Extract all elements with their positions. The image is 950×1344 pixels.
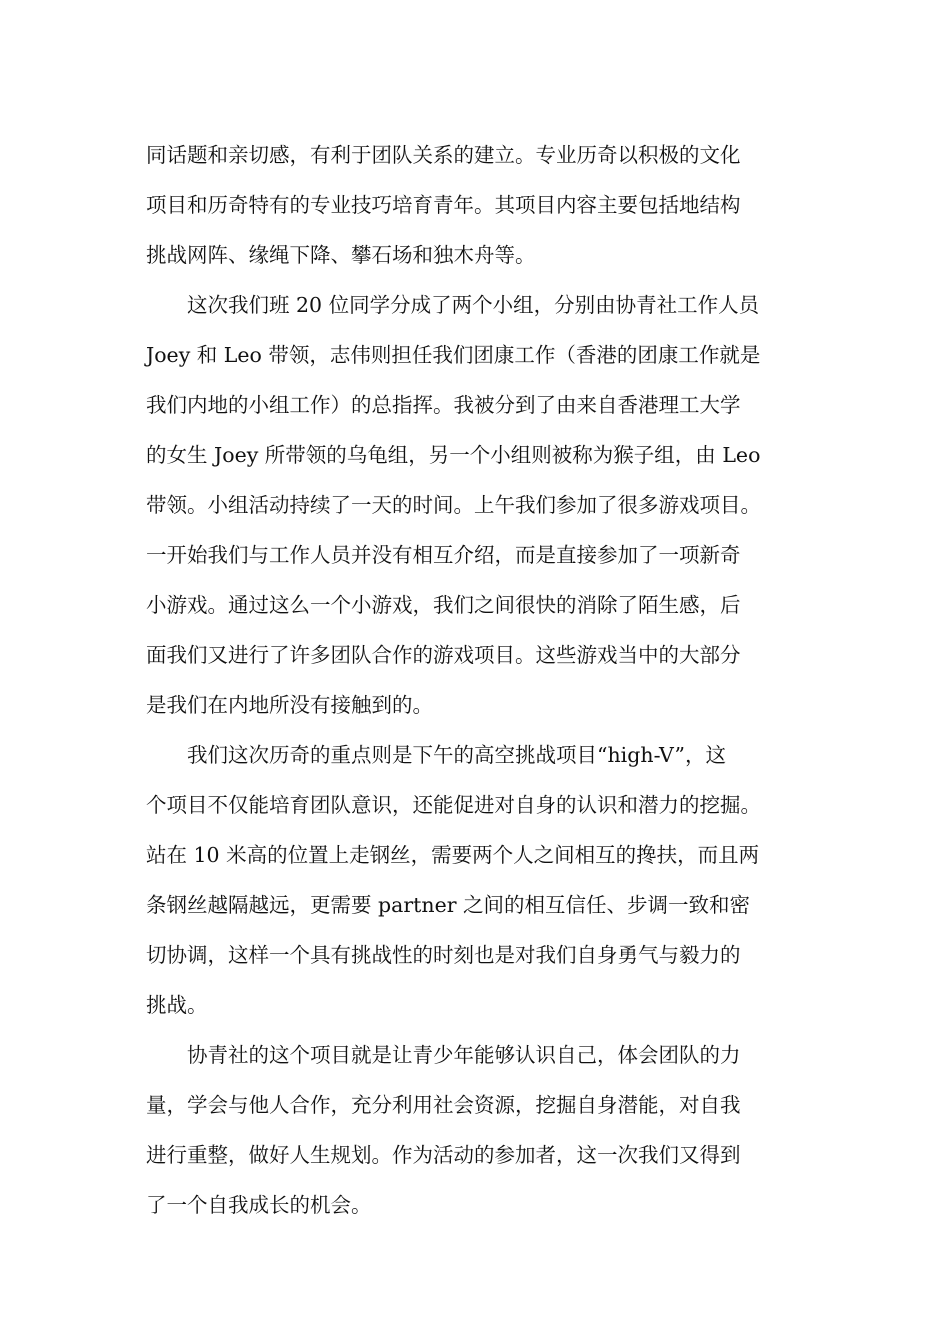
paragraph-4 — [146, 1030, 846, 1230]
document-body — [146, 130, 846, 1230]
text-line: 带领。小组活动持续了一天的时间。上午我们参加了很多游戏项目。 — [146, 493, 761, 517]
text-line: 同话题和亲切感，有利于团队关系的建立。专业历奇以积极的文化 — [146, 143, 741, 167]
paragraph-1 — [146, 130, 846, 280]
text-line: 站在 10 米高的位置上走钢丝，需要两个人之间相互的搀扶，而且两 — [146, 843, 760, 867]
text-line: 挑战。 — [146, 993, 208, 1017]
text-line: 小游戏。通过这么一个小游戏，我们之间很快的消除了陌生感，后 — [146, 593, 741, 617]
text-line: 协青社的这个项目就是让青少年能够认识自己，体会团队的力 — [187, 1043, 741, 1067]
text-line: 的女生 Joey 所带领的乌龟组，另一个小组则被称为猴子组，由 Leo — [146, 443, 761, 467]
text-line: 进行重整，做好人生规划。作为活动的参加者，这一次我们又得到 — [146, 1143, 741, 1167]
text-line: 一开始我们与工作人员并没有相互介绍，而是直接参加了一项新奇 — [146, 543, 741, 567]
text-line: 我们这次历奇的重点则是下午的高空挑战项目“high-V”，这 — [187, 743, 727, 767]
text-line: Joey 和 Leo 带领，志伟则担任我们团康工作（香港的团康工作就是 — [146, 343, 761, 367]
text-line: 我们内地的小组工作）的总指挥。我被分到了由来自香港理工大学 — [146, 393, 741, 417]
text-line: 项目和历奇特有的专业技巧培育青年。其项目内容主要包括地结构 — [146, 193, 741, 217]
text-line: 面我们又进行了许多团队合作的游戏项目。这些游戏当中的大部分 — [146, 643, 741, 667]
text-line: 量，学会与他人合作，充分利用社会资源，挖掘自身潜能，对自我 — [146, 1093, 741, 1117]
text-line: 是我们在内地所没有接触到的。 — [146, 693, 433, 717]
text-line: 了一个自我成长的机会。 — [146, 1193, 372, 1217]
text-line: 切协调，这样一个具有挑战性的时刻也是对我们自身勇气与毅力的 — [146, 943, 741, 967]
text-line: 挑战网阵、缘绳下降、攀石场和独木舟等。 — [146, 243, 536, 267]
paragraph-3 — [146, 730, 846, 1030]
text-line: 个项目不仅能培育团队意识，还能促进对自身的认识和潜力的挖掘。 — [146, 793, 761, 817]
text-line: 这次我们班 20 位同学分成了两个小组，分别由协青社工作人员 — [187, 293, 760, 317]
paragraph-2 — [146, 280, 846, 730]
text-line: 条钢丝越隔越远，更需要 partner 之间的相互信任、步调一致和密 — [146, 893, 751, 917]
